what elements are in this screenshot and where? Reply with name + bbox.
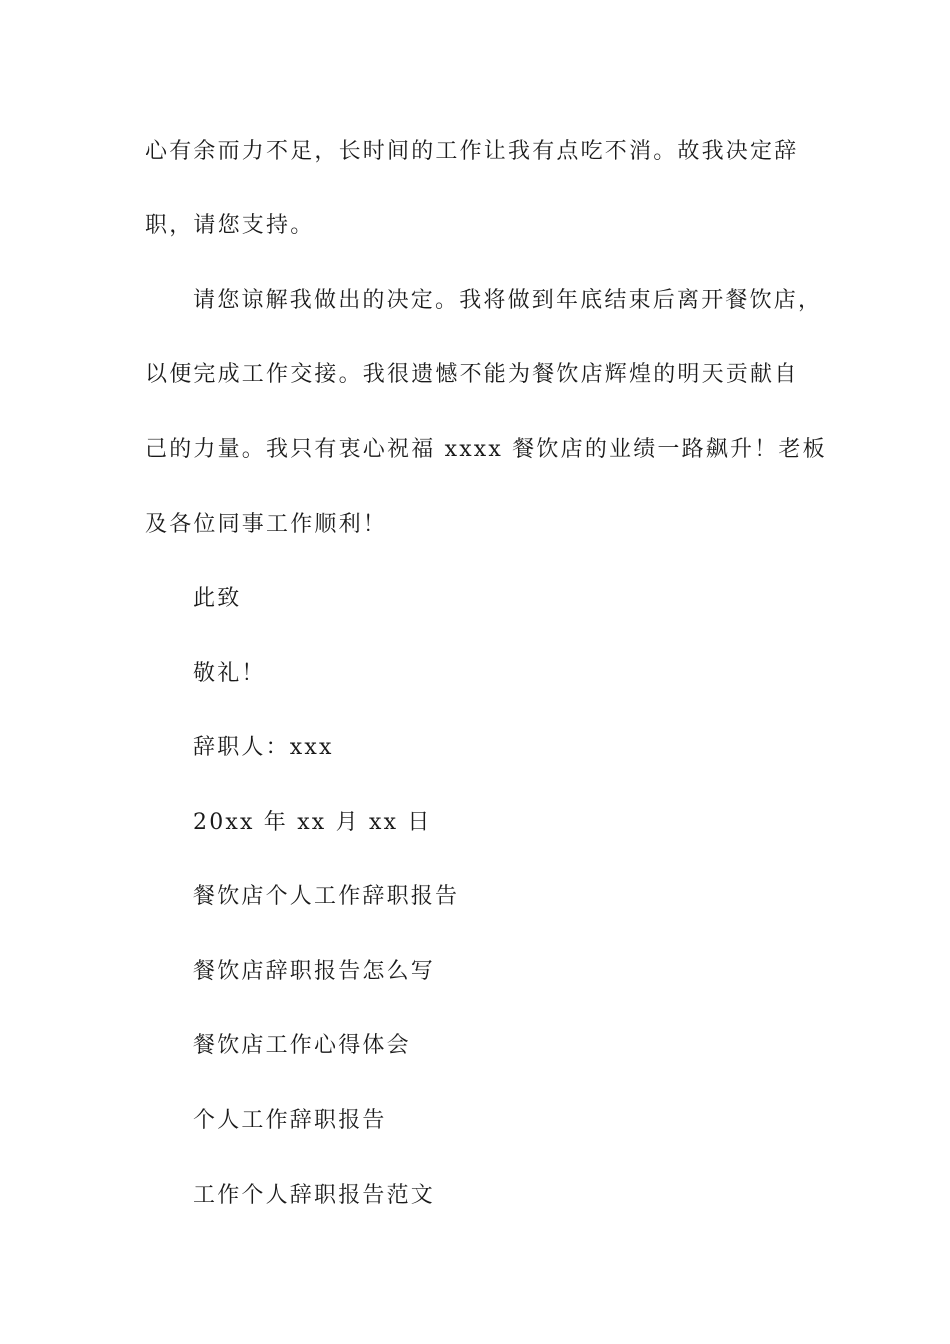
signer-line: 辞职人：xxx (193, 735, 334, 760)
closing-regards: 敬礼！ (193, 661, 266, 686)
related-title: 餐饮店工作心得体会 (193, 1033, 411, 1058)
related-title: 工作个人辞职报告范文 (193, 1183, 436, 1208)
paragraph-line: 及各位同事工作顺利！ (145, 512, 388, 537)
paragraph-line: 以便完成工作交接。我很遗憾不能为餐饮店辉煌的明天贡献自 (145, 362, 799, 387)
date-line: 20xx 年 xx 月 xx 日 (193, 810, 432, 835)
closing-salutation: 此致 (193, 586, 242, 611)
paragraph-line: 心有余而力不足，长时间的工作让我有点吃不消。故我决定辞 (145, 139, 799, 164)
related-title: 个人工作辞职报告 (193, 1108, 387, 1133)
paragraph-line: 己的力量。我只有衷心祝福 xxxx 餐饮店的业绩一路飙升！老板 (145, 437, 827, 462)
paragraph-line: 职，请您支持。 (145, 213, 315, 238)
related-title: 餐饮店个人工作辞职报告 (193, 884, 460, 909)
related-title: 餐饮店辞职报告怎么写 (193, 959, 436, 984)
paragraph-line: 请您谅解我做出的决定。我将做到年底结束后离开餐饮店， (193, 288, 823, 313)
